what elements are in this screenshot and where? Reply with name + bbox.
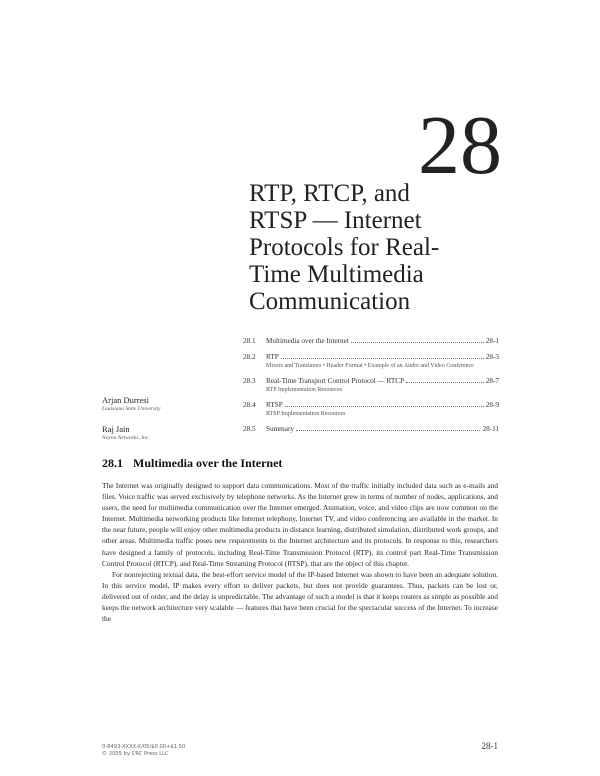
- footer-line: © 2005 by CRC Press LLC: [102, 751, 169, 757]
- footer-copyright: [102, 744, 185, 758]
- toc-title: Multimedia over the Internet: [266, 337, 349, 345]
- toc-leader: [406, 382, 484, 383]
- table-of-contents: [243, 337, 499, 441]
- section-heading: [102, 456, 282, 471]
- body-text: [102, 480, 498, 624]
- toc-subtopics: Mixers and Translators • Header Format • Example of an Audio and Video Conference: [266, 363, 474, 369]
- toc-leader: [285, 406, 484, 407]
- toc-number: 28.4: [243, 401, 256, 409]
- author-affiliation: Louisiana State University: [102, 406, 161, 412]
- toc-subtopics: RTSP Implementation Resources: [266, 411, 346, 417]
- chapter-title-line: RTP, RTCP, and: [249, 180, 410, 207]
- toc-entry[interactable]: [243, 425, 499, 434]
- page-number: 28-1: [481, 741, 498, 751]
- toc-entry[interactable]: [243, 401, 499, 418]
- paragraph: For nonrejecting textual data, the best-effort service model of the IP-based Internet was shown to have been an adequate solution. In this service model, IP makes every effort to deliver packets, but does not provide guarantees. Thus, packets can be lost or, delivered out of order, and the delay is unpredictable. The advantage of such a model is that it keeps routers as simple as possible and keeps the network architecture very scalable — features that have been crucial for the spectacular success of the Internet. To increase the: [102, 569, 498, 624]
- toc-title: RTP: [266, 353, 279, 361]
- toc-title: Real-Time Transport Control Protocol — RTCP: [266, 377, 405, 385]
- author-name: Arjan Durresi: [102, 395, 149, 405]
- toc-title: Summary: [266, 425, 294, 433]
- chapter-title-line: Time Multimedia: [249, 261, 424, 288]
- author-block: [102, 395, 161, 413]
- chapter-title-line: RTSP — Internet: [249, 207, 422, 234]
- toc-number: 28.5: [243, 425, 256, 433]
- toc-title: RTSP: [266, 401, 283, 409]
- section-title: Multimedia over the Internet: [133, 456, 283, 470]
- toc-entry[interactable]: [243, 337, 499, 346]
- toc-number: 28.3: [243, 377, 256, 385]
- footer-line: 0-8493-XXXX-X/05/$0.00+$1.50: [102, 744, 186, 750]
- toc-leader: [296, 430, 481, 431]
- chapter-number: 28: [418, 99, 502, 192]
- toc-page: 28-7: [485, 377, 499, 385]
- toc-page: 28-11: [482, 425, 499, 433]
- toc-subtopics: RTP Implementation Resources: [266, 387, 343, 393]
- toc-entry[interactable]: [243, 377, 499, 394]
- author-affiliation: Nayna Networks, Inc.: [102, 435, 150, 441]
- toc-number: 28.2: [243, 353, 256, 361]
- toc-page: 28-1: [485, 337, 499, 345]
- toc-leader: [351, 342, 484, 343]
- toc-leader: [281, 358, 484, 359]
- toc-number: 28.1: [243, 337, 256, 345]
- chapter-title-line: Communication: [249, 288, 411, 315]
- chapter-title: [249, 180, 509, 315]
- paragraph: The Internet was originally designed to support data communications. Most of the traffic initially included data such as e-mails and files. Voice traffic was served exclusively by telephone networks. As the Internet grew in terms of number of nodes, applications, and users, the need for multimedia communication over the Internet emerged. Animation, voice, and video clips are now common on the Internet. Multimedia networking products like Internet telephony, Internet TV, and video conferencing are available in the market. In the near future, people will enjoy other multimedia products in distance learning, distributed simulation, distributed work groups, and other areas. Multimedia traffic poses new requirements to the Internet architecture and its protocols. In response to this, researchers have designed a family of protocols, including Real-Time Transmission Protocol (RTP), its control part Real-Time Transmission Control Protocol (RTCP), and Real-Time Streaming Protocol (RTSP), that are the object of this chapter.: [102, 481, 498, 568]
- toc-page: 28-3: [485, 353, 499, 361]
- author-block: [102, 424, 150, 442]
- toc-entry[interactable]: [243, 353, 499, 370]
- chapter-title-line: Protocols for Real-: [249, 234, 440, 261]
- author-name: Raj Jain: [102, 424, 130, 434]
- section-number: 28.1: [102, 456, 123, 470]
- toc-page: 28-9: [485, 401, 499, 409]
